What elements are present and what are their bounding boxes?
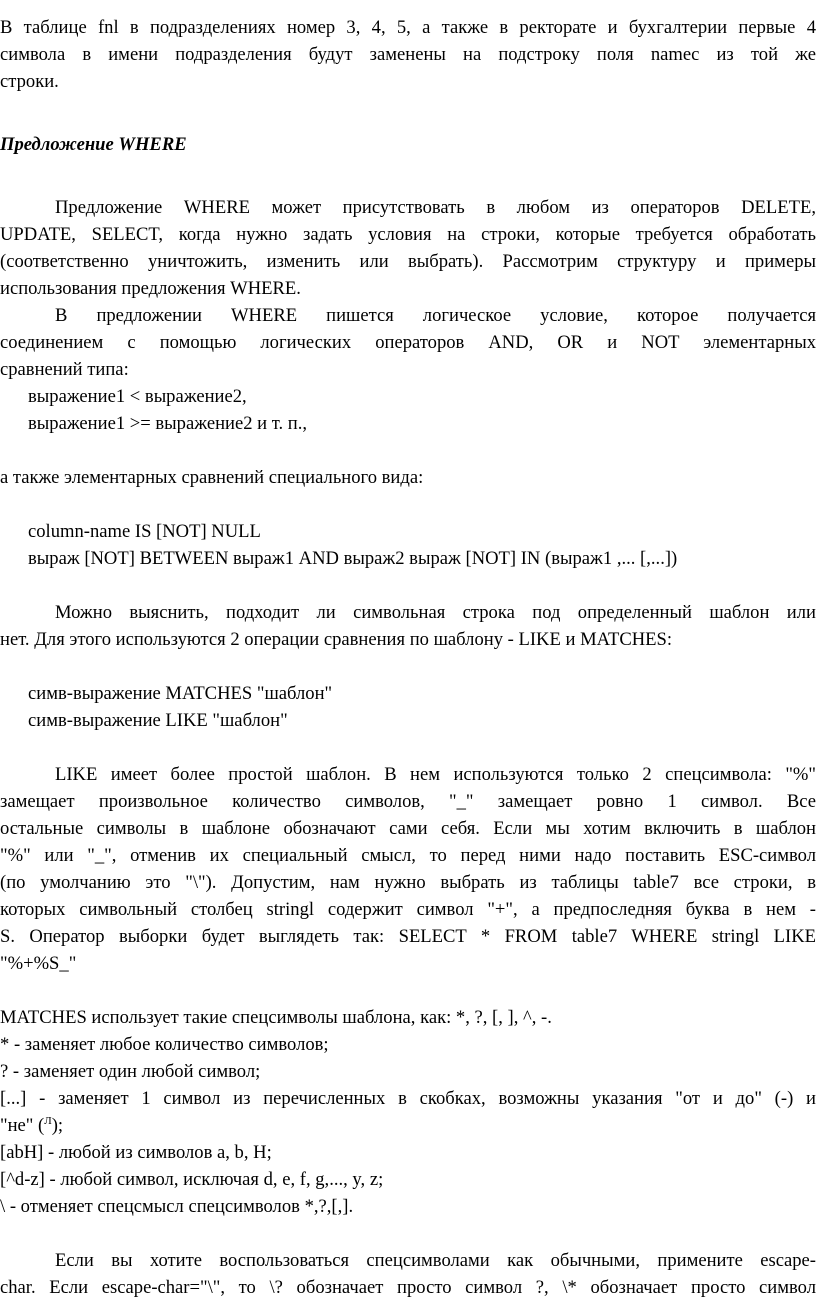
special-comparison: column-name IS [NOT] NULL <box>28 521 261 542</box>
expression-example: выражение1 < выражение2, <box>28 386 247 407</box>
text-line: которых символьный столбец stringl содержит символ "+", а предпоследняя буква в нем - <box>0 899 816 920</box>
syntax-example: симв-выражение MATCHES "шаблон" <box>28 683 333 704</box>
text-line: а также элементарных сравнений специального вида: <box>0 467 424 488</box>
text-fragment: ); <box>51 1115 64 1136</box>
list-item: * - заменяет любое количество символов; <box>0 1034 329 1055</box>
text-line: Можно выяснить, подходит ли символьная строка под определенный шаблон или <box>55 602 816 623</box>
text-line: S. Оператор выборки будет выглядеть так: SELECT * FROM table7 WHERE stringl LIKE <box>0 926 816 947</box>
list-item: [^d-z] - любой символ, исключая d, e, f, g,..., y, z; <box>0 1169 384 1190</box>
text-line: остальные символы в шаблоне обозначают сами себя. Если мы хотим включить в шаблон <box>0 818 816 839</box>
text-line: "%+%S_" <box>0 953 77 974</box>
text-fragment: "не" ( <box>0 1115 45 1136</box>
section-heading: Предложение WHERE <box>0 134 187 155</box>
text-line: замещает произвольное количество символов, "_" замещает ровно 1 символ. Все <box>0 791 816 812</box>
special-comparison: выраж [NOT] BETWEEN выраж1 AND выраж2 выраж [NOT] IN (выраж1 ,... [,...]) <box>28 548 678 569</box>
text-line: UPDATE, SELECT, когда нужно задать условия на строки, которые требуется обработать <box>0 224 816 245</box>
list-item: ? - заменяет один любой символ; <box>0 1061 261 1082</box>
where-paragraph-2 <box>0 302 816 383</box>
text-line: строки. <box>0 71 59 92</box>
list-item: [...] - заменяет 1 символ из перечисленных в скобках, возможны указания "от и до" (-) и <box>0 1088 816 1109</box>
list-item: \ - отменяет спецсмысл спецсимволов *,?,[,]. <box>0 1196 354 1217</box>
text-line: MATCHES использует такие спецсимволы шаблона, как: *, ?, [, ], ^, -. <box>0 1007 552 1028</box>
text-line: В предложении WHERE пишется логическое условие, которое получается <box>55 305 816 326</box>
text-line: Если вы хотите воспользоваться спецсимволами как обычными, примените escape- <box>55 1250 816 1271</box>
text-line: символа в имени подразделения будут заменены на подстроку поля namec из той же <box>0 44 816 65</box>
text-line: Предложение WHERE может присутствовать в любом из операторов DELETE, <box>55 197 816 218</box>
matches-list <box>0 1004 816 1220</box>
list-item-continuation <box>0 1112 816 1139</box>
text-line: В таблице fnl в подразделениях номер 3, 4, 5, а также в ректорате и бухгалтерии первые 4 <box>0 17 816 38</box>
text-line: использования предложения WHERE. <box>0 278 301 299</box>
like-paragraph <box>0 761 816 977</box>
expression-example: выражение1 >= выражение2 и т. п., <box>28 413 308 434</box>
text-line: нет. Для этого используются 2 операции сравнения по шаблону - LIKE и MATCHES: <box>0 629 673 650</box>
escape-paragraph <box>0 1247 816 1301</box>
match-paragraph <box>0 599 816 653</box>
text-line: соединением с помощью логических операторов AND, OR и NOT элементарных <box>0 332 816 353</box>
list-item: [abH] - любой из символов a, b, H; <box>0 1142 272 1163</box>
syntax-example: симв-выражение LIKE "шаблон" <box>28 710 288 731</box>
text-line: char. Если escape-char="\", то \? обозначает просто символ ?, \* обозначает просто символ <box>0 1277 816 1298</box>
where-paragraph-1 <box>0 194 816 302</box>
superscript: Л <box>44 1114 52 1127</box>
document-page <box>0 14 816 1301</box>
text-line: сравнений типа: <box>0 359 129 380</box>
intro-paragraph <box>0 14 816 95</box>
text-line: "%" или "_", отменив их специальный смысл, то перед ними надо поставить ESC-символ <box>0 845 816 866</box>
text-line: (соответственно уничтожить, изменить или выбрать). Рассмотрим структуру и примеры <box>0 251 816 272</box>
text-line: LIKE имеет более простой шаблон. В нем используются только 2 спецсимвола: "%" <box>55 764 816 785</box>
text-line: (по умолчанию это "\"). Допустим, нам нужно выбрать из таблицы table7 все строки, в <box>0 872 816 893</box>
